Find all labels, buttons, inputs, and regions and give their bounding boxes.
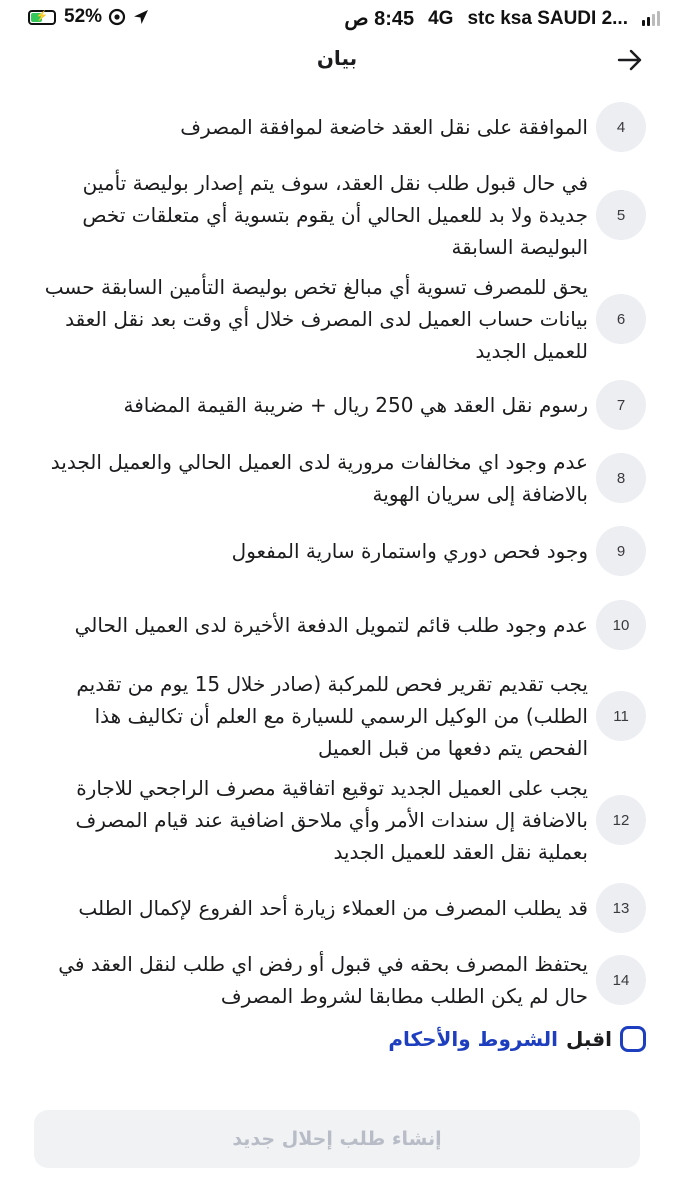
step-text: قد يطلب المصرف من العملاء زيارة أحد الفروع لإكمال الطلب xyxy=(78,896,588,920)
charging-icon: ⚡ xyxy=(35,11,49,22)
step-text: الموافقة على نقل العقد خاضعة لموافقة المصرف xyxy=(180,115,588,139)
step-number-badge: 10 xyxy=(596,600,646,650)
terms-checkbox[interactable] xyxy=(620,1026,646,1052)
step-text: يجب على العميل الجديد توقيع اتفاقية مصرف الراجحي للاجارة بالاضافة إل سندات الأمر وأي ملاحق اضافية عند قيام المصرف بعملية نقل العقد للعميل الجديد xyxy=(75,776,588,864)
step-text: عدم وجود طلب قائم لتمويل الدفعة الأخيرة لدى العميل الحالي xyxy=(74,613,588,637)
step-text: يحتفظ المصرف بحقه في قبول أو رفض اي طلب لنقل العقد في حال لم يكن الطلب مطابقا لشروط المصرف xyxy=(58,952,588,1008)
network-type: 4G xyxy=(428,7,454,29)
location-icon xyxy=(132,8,150,26)
status-bar-left xyxy=(28,6,150,28)
step-text: في حال قبول طلب نقل العقد، سوف يتم إصدار بوليصة تأمين جديدة ولا بد للعميل الحالي أن يقوم بتسوية أي متعلقات تخص البوليصة السابقة xyxy=(82,171,588,259)
step-number-badge: 9 xyxy=(596,526,646,576)
step-number-badge: 13 xyxy=(596,883,646,933)
step-text: يجب تقديم تقرير فحص للمركبة (صادر خلال 15 يوم من تقديم الطلب) من الوكيل الرسمي للسيارة مع العلم أن تكاليف هذا الفحص يتم دفعها من قبل العميل xyxy=(76,672,588,760)
back-button[interactable] xyxy=(612,42,648,78)
step-number-badge: 11 xyxy=(596,691,646,741)
step-number-badge: 7 xyxy=(596,380,646,430)
status-bar xyxy=(0,0,674,36)
status-bar-right xyxy=(344,6,660,31)
accept-label: اقبل xyxy=(566,1027,612,1051)
page-header xyxy=(0,36,674,80)
step-text: يحق للمصرف تسوية أي مبالغ تخص بوليصة التأمين السابقة حسب بيانات حساب العميل لدى المصرف خلال أي وقت بعد نقل العقد للعميل الجديد xyxy=(44,275,588,363)
battery-icon xyxy=(28,10,56,25)
step-text: رسوم نقل العقد هي 250 ريال + ضريبة القيمة المضافة xyxy=(123,393,588,417)
step-number-badge: 4 xyxy=(596,102,646,152)
step-text: وجود فحص دوري واستمارة سارية المفعول xyxy=(231,539,588,563)
step-number-badge: 14 xyxy=(596,955,646,1005)
step-number-badge: 12 xyxy=(596,795,646,845)
create-request-button[interactable]: إنشاء طلب إحلال جديد xyxy=(34,1110,640,1168)
step-text: عدم وجود اي مخالفات مرورية لدى العميل الحالي والعميل الجديد بالاضافة إلى سريان الهوية xyxy=(50,450,588,506)
battery-percent: 52% xyxy=(64,6,103,27)
signal-icon xyxy=(642,11,660,26)
alarm-icon xyxy=(108,8,126,26)
step-number-badge: 8 xyxy=(596,453,646,503)
step-number-badge: 5 xyxy=(596,190,646,240)
carrier-name: stc ksa SAUDI 2... xyxy=(467,7,628,29)
terms-row xyxy=(388,1026,646,1052)
arrow-right-icon xyxy=(616,48,644,72)
step-number-badge: 6 xyxy=(596,294,646,344)
page-title: بيان xyxy=(316,46,358,70)
terms-link[interactable]: الشروط والأحكام xyxy=(388,1027,559,1051)
clock: 8:45 ص xyxy=(344,8,415,30)
